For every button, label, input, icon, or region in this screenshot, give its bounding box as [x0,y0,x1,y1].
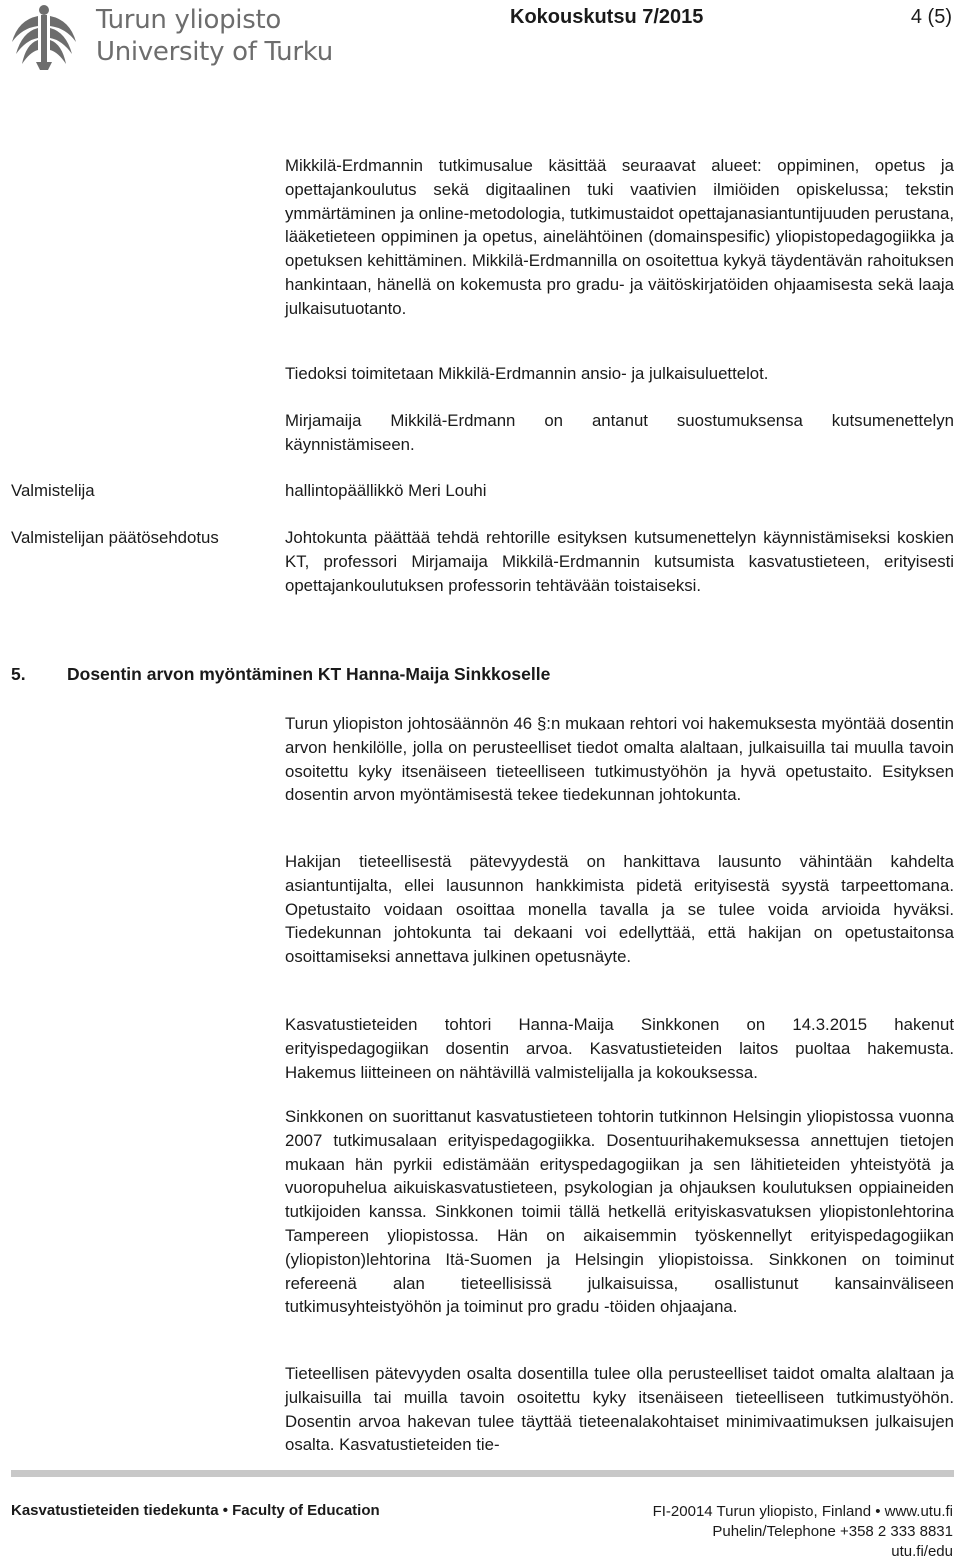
proposal-label: Valmistelijan päätösehdotus [11,528,219,547]
top-paragraph-3 [285,409,954,457]
footer-phone: Puhelin/Telephone +358 2 333 8831 [712,1523,953,1540]
footer-address: FI-20014 Turun yliopisto, Finland • www.utu.fi [652,1503,953,1520]
university-logo [8,2,333,72]
top-paragraph-2 [285,362,954,386]
section-number: 5. [11,664,26,684]
paragraph: Sinkkonen on suorittanut kasvatustieteen tohtorin tutkinnon Helsingin yliopistossa vuonna 2007 tutkimusalaan erityispedagogiikka. Dosentuurihakemuksessa annettujen tietojen mukaan hän pyrkii edistämään erityspedagogiikan ja sen lähitieteiden yhteistyötä ja vuoropuhelua aikuiskasvatustieteen, psykologian ja ohjauksen koulutuksen oppiaineiden tutkijoiden kanssa. Sinkkonen toimii tällä hetkellä erityiskasvatuksen yliopistonlehtorina Tampereen yliopistossa. Hän on aikaisemmin työskennellyt erityispedagogiikan (yliopiston)lehtorina Itä-Suomen ja Helsingin yliopistoissa. Sinkkonen on toiminut refereenä alan tieteellisissä julkaisuissa, osallistunut kansainväliseen tutkimusyhteistyöhön ja toiminut pro gradu -töiden ohjaajana. [285,1107,954,1317]
section5-paragraph-3 [285,1013,954,1084]
paragraph: Turun yliopiston johtosäännön 46 §:n mukaan rehtori voi hakemuksesta myöntää dosentin arvon henkilölle, jolla on perusteelliset tiedot omalta alaltaan, julkaisuilla tai muulla tavoin osoitettu kyky itsenäiseen tieteelliseen tutkimustyöhön ja hyvä opetustaito. Esityksen dosentin arvon myöntämisestä tekee tiedekunnan johtokunta. [285,714,954,805]
top-paragraph-1 [285,154,954,321]
paragraph: Kasvatustieteiden tohtori Hanna-Maija Sinkkonen on 14.3.2015 hakenut erityispedagogiikan dosentin arvoa. Kasvatustieteiden laitos puoltaa hakemusta. Hakemus liitteineen on nähtävillä valmistelijalla ja kokouksessa. [285,1015,954,1082]
paragraph: Mirjamaija Mikkilä-Erdmann on antanut suostumuksensa kutsumenettelyn käynnistämiseen. [285,411,954,454]
logo-line-en: University of Turku [96,37,333,67]
paragraph: Tieteellisen pätevyyden osalta dosentilla tulee olla perusteelliset taidot omalta alaltaan ja julkaisuilla tai muilla tavoin osoitettu kyky itsenäiseen tieteelliseen tutkimustyöhön. Dosentin arvoa hakevan tulee täyttää tieteenalakohtaiset minimivaatimuksen julkaisujen osalta. Kasvatustieteiden tie- [285,1364,954,1455]
paragraph: Johtokunta päättää tehdä rehtorille esityksen kutsumenettelyn käynnistämiseksi koskien KT, professori Mirjamaija Mikkilä-Erdmannin kutsumista kasvatustieteen, erityisesti opettajankoulutuksen professorin tehtävään toistaiseksi. [285,528,954,595]
section5-paragraph-5 [285,1362,954,1457]
footer-faculty: Kasvatustieteiden tiedekunta • Faculty of Education [11,1502,380,1519]
logo-wordmark [96,4,333,68]
paragraph: Tiedoksi toimitetaan Mikkilä-Erdmannin ansio- ja julkaisuluettelot. [285,364,769,383]
university-seal-icon [8,2,88,72]
section5-paragraph-2 [285,850,954,969]
footer-contact [653,1502,953,1562]
paragraph: Mikkilä-Erdmannin tutkimusalue käsittää seuraavat alueet: oppiminen, opetus ja opettajankoulutus sekä digitaalinen tuki vaativien ilmiöiden opiskelussa; tekstin ymmärtäminen ja online-metodologia, tutkimustaidot opettajanasiantuntijuuden perustana, lääketieteen oppiminen ja opetus, ainelähtöinen (domainspesific) yliopistopedagogiikka ja opetuksen kehittäminen. Mikkilä-Erdmannilla on osoitettua kykyä täydentävän rahoituksen hankintaan, hänellä on kokemusta pro gradu- ja väitöskirjatöiden ohjaamisesta sekä laaja julkaisutuotanto. [285,156,954,318]
document-title: Kokouskutsu 7/2015 [510,6,704,28]
preparer-value [285,479,954,503]
footer-url: utu.fi/edu [891,1543,953,1560]
preparer-label: Valmistelija [11,481,95,500]
proposal-value [285,526,954,597]
section5-paragraph-4 [285,1105,954,1319]
footer-divider [11,1470,954,1477]
logo-line-fi: Turun yliopisto [96,5,281,35]
paragraph: hallintopäällikkö Meri Louhi [285,481,487,500]
section5-paragraph-1 [285,712,954,807]
section-heading [11,664,550,685]
paragraph: Hakijan tieteellisestä pätevyydestä on hankittava lausunto vähintään kahdelta asiantuntijalta, ellei lausunnon hankkimista pidetä erityisestä syystä tarpeettomana. Opetustaito voidaan osoittaa monella tavalla ja se tulee voida arvioida hyväksi. Tiedekunnan johtokunta tai dekaani voi edellyttää, että hakijan on opetustaitonsa osoittamiseksi annettava julkinen opetusnäyte. [285,852,954,967]
section-title: Dosentin arvon myöntäminen KT Hanna-Maija Sinkkoselle [67,664,551,684]
page-number: 4 (5) [910,6,952,28]
